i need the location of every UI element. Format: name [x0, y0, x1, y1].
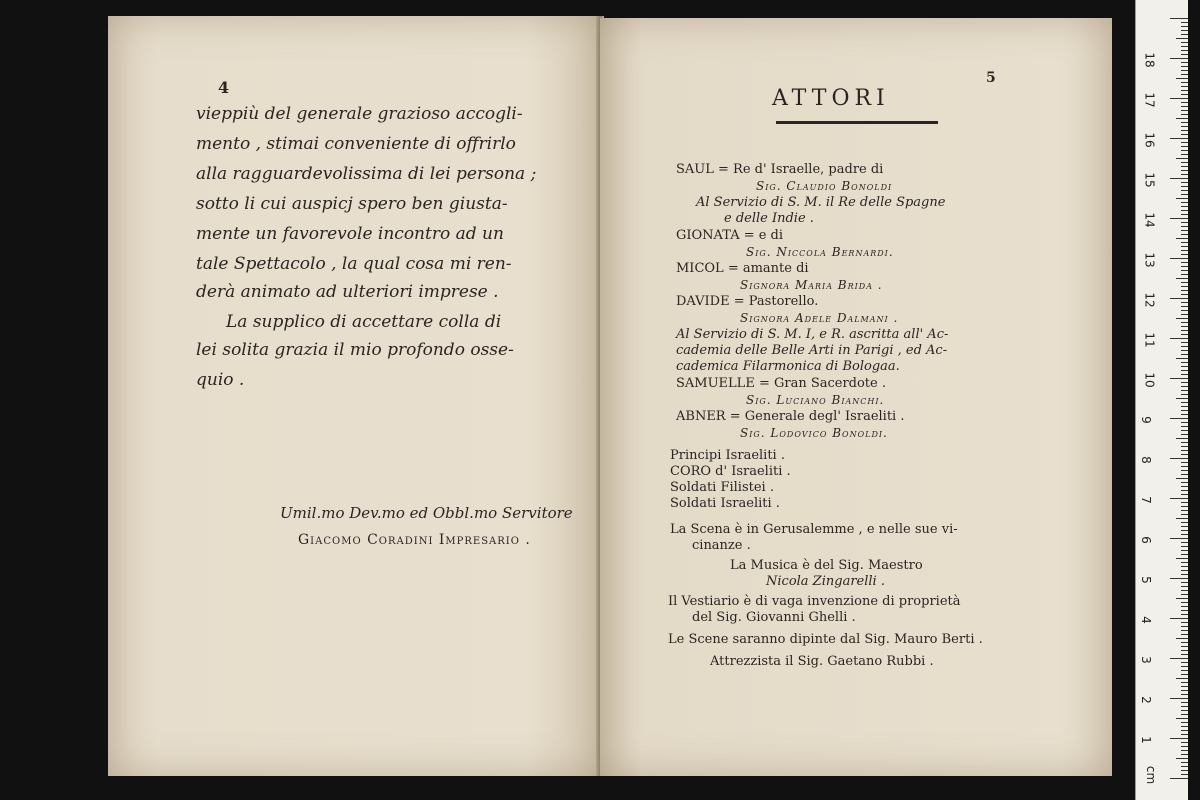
ruler-tick — [1181, 486, 1188, 487]
actor-saul: Sig. Claudio Bonoldi — [756, 179, 893, 193]
ruler-tick — [1181, 210, 1188, 211]
ruler-tick — [1181, 346, 1188, 347]
ruler-tick — [1181, 150, 1188, 151]
ruler-tick — [1176, 758, 1188, 759]
ruler-tick — [1181, 326, 1188, 327]
ruler-tick — [1176, 158, 1188, 159]
ruler-tick — [1170, 218, 1188, 219]
ruler-tick — [1181, 366, 1188, 367]
ruler-tick — [1181, 122, 1188, 123]
ruler-tick — [1181, 226, 1188, 227]
ruler-tick — [1181, 270, 1188, 271]
signer-name: Giacomo Coradini Impresario . — [298, 532, 531, 548]
ruler-tick — [1181, 442, 1188, 443]
ruler-tick — [1176, 38, 1188, 39]
ruler-tick — [1181, 550, 1188, 551]
ruler-tick — [1176, 678, 1188, 679]
ruler-tick — [1181, 34, 1188, 35]
ruler-tick — [1181, 350, 1188, 351]
ruler-tick — [1181, 702, 1188, 703]
ruler-tick — [1181, 766, 1188, 767]
costume-line: Il Vestiario è di vaga invenzione di proprietà — [668, 594, 961, 609]
ruler-tick — [1181, 42, 1188, 43]
ruler-tick — [1181, 762, 1188, 763]
ruler-tick — [1181, 126, 1188, 127]
ruler-number: 6 — [1138, 536, 1153, 544]
ruler-tick — [1181, 82, 1188, 83]
ruler-tick — [1170, 618, 1188, 619]
role-samuelle: SAMUELLE = Gran Sacerdote . — [676, 376, 886, 391]
text-line: lei solita grazia il mio profondo osse- — [196, 340, 514, 360]
ruler-tick — [1170, 738, 1188, 739]
ruler-tick — [1181, 634, 1188, 635]
ruler-tick — [1181, 282, 1188, 283]
ruler-tick — [1181, 686, 1188, 687]
ruler-tick — [1181, 450, 1188, 451]
ruler-tick — [1181, 94, 1188, 95]
ruler-tick — [1176, 558, 1188, 559]
list-item: CORO d' Israeliti . — [670, 464, 791, 479]
measuring-ruler — [1135, 0, 1188, 800]
ruler-tick — [1181, 530, 1188, 531]
ruler-number: 8 — [1138, 456, 1153, 464]
ruler-tick — [1181, 30, 1188, 31]
ruler-tick — [1181, 314, 1188, 315]
ruler-tick — [1181, 494, 1188, 495]
ruler-tick — [1181, 534, 1188, 535]
ruler-tick — [1181, 74, 1188, 75]
ruler-tick — [1181, 770, 1188, 771]
ruler-tick — [1181, 246, 1188, 247]
ruler-tick — [1181, 414, 1188, 415]
ruler-tick — [1181, 386, 1188, 387]
ruler-tick — [1181, 130, 1188, 131]
page-number: 4 — [218, 78, 230, 97]
ruler-tick — [1181, 554, 1188, 555]
ruler-tick — [1170, 178, 1188, 179]
ruler-tick — [1181, 46, 1188, 47]
ruler-number: 1 — [1138, 736, 1153, 744]
text-line: tale Spettacolo , la qual cosa mi ren- — [196, 254, 512, 274]
ruler-tick — [1170, 778, 1188, 779]
role-abner: ABNER = Generale degl' Israeliti . — [676, 409, 905, 424]
page-title: ATTORI — [772, 86, 890, 111]
ruler-number: 14 — [1142, 212, 1157, 228]
ruler-tick — [1181, 154, 1188, 155]
ruler-tick — [1176, 438, 1188, 439]
ruler-unit: cm — [1144, 765, 1159, 785]
ruler-tick — [1181, 574, 1188, 575]
ruler-tick — [1181, 646, 1188, 647]
ruler-tick — [1181, 602, 1188, 603]
ruler-tick — [1181, 114, 1188, 115]
ruler-tick — [1181, 614, 1188, 615]
ruler-tick — [1181, 462, 1188, 463]
ruler-tick — [1181, 742, 1188, 743]
ruler-tick — [1181, 370, 1188, 371]
text-line: derà animato ad ulteriori imprese . — [196, 282, 499, 302]
ruler-number: 13 — [1142, 252, 1157, 268]
ruler-number: 3 — [1138, 656, 1153, 664]
ruler-tick — [1181, 454, 1188, 455]
ruler-tick — [1181, 734, 1188, 735]
title-rule — [776, 121, 938, 124]
actor-note: e delle Indie . — [724, 211, 814, 226]
ruler-tick — [1181, 402, 1188, 403]
ruler-tick — [1181, 670, 1188, 671]
ruler-tick — [1181, 754, 1188, 755]
ruler-tick — [1181, 382, 1188, 383]
ruler-tick — [1181, 322, 1188, 323]
ruler-tick — [1181, 446, 1188, 447]
actor-note: cademia delle Belle Arti in Parigi , ed Ac- — [676, 343, 948, 358]
ruler-tick — [1181, 466, 1188, 467]
ruler-tick — [1181, 666, 1188, 667]
ruler-tick — [1181, 430, 1188, 431]
actor-davide: Signora Adele Dalmani . — [740, 311, 899, 325]
ruler-tick — [1181, 722, 1188, 723]
ruler-tick — [1176, 238, 1188, 239]
ruler-tick — [1181, 694, 1188, 695]
ruler-tick — [1181, 774, 1188, 775]
role-gionata: GIONATA = e di — [676, 228, 784, 243]
ruler-number: 9 — [1138, 416, 1153, 424]
ruler-tick — [1170, 58, 1188, 59]
actor-note: Al Servizio di S. M. I, e R. ascritta all' Ac- — [676, 327, 949, 342]
ruler-tick — [1181, 590, 1188, 591]
ruler-tick — [1181, 70, 1188, 71]
ruler-tick — [1181, 182, 1188, 183]
ruler-tick — [1181, 682, 1188, 683]
ruler-tick — [1181, 26, 1188, 27]
ruler-tick — [1181, 290, 1188, 291]
ruler-tick — [1181, 586, 1188, 587]
music-line: La Musica è del Sig. Maestro — [730, 558, 923, 573]
ruler-tick — [1181, 86, 1188, 87]
ruler-tick — [1170, 658, 1188, 659]
ruler-tick — [1181, 90, 1188, 91]
ruler-tick — [1181, 266, 1188, 267]
ruler-number: 4 — [1138, 616, 1153, 624]
ruler-tick — [1181, 294, 1188, 295]
ruler-tick — [1181, 134, 1188, 135]
scene-line: La Scena è in Gerusalemme , e nelle sue vi- — [670, 522, 958, 537]
ruler-tick — [1170, 498, 1188, 499]
actor-note: Al Servizio di S. M. il Re delle Spagne — [696, 195, 946, 210]
ruler-tick — [1181, 362, 1188, 363]
ruler-tick — [1170, 538, 1188, 539]
ruler-tick — [1181, 502, 1188, 503]
ruler-tick — [1181, 342, 1188, 343]
scene-line: cinanze . — [692, 538, 751, 553]
ruler-tick — [1181, 746, 1188, 747]
ruler-tick — [1181, 706, 1188, 707]
ruler-tick — [1181, 570, 1188, 571]
role-micol: MICOL = amante di — [676, 261, 809, 276]
ruler-tick — [1181, 710, 1188, 711]
left-page — [108, 16, 600, 776]
ruler-tick — [1181, 106, 1188, 107]
text-line: La supplico di accettare colla di — [226, 312, 502, 332]
ruler-tick — [1181, 166, 1188, 167]
ruler-tick — [1181, 490, 1188, 491]
ruler-tick — [1170, 98, 1188, 99]
ruler-tick — [1181, 662, 1188, 663]
ruler-tick — [1181, 546, 1188, 547]
ruler-tick — [1170, 258, 1188, 259]
right-page — [600, 18, 1112, 776]
ruler-tick — [1181, 470, 1188, 471]
ruler-tick — [1181, 250, 1188, 251]
ruler-tick — [1181, 622, 1188, 623]
ruler-tick — [1181, 410, 1188, 411]
ruler-tick — [1170, 578, 1188, 579]
ruler-tick — [1181, 514, 1188, 515]
ruler-tick — [1181, 642, 1188, 643]
ruler-tick — [1181, 390, 1188, 391]
ruler-tick — [1181, 310, 1188, 311]
actor-note: cademica Filarmonica di Bologaa. — [676, 359, 900, 374]
ruler-tick — [1181, 730, 1188, 731]
list-item: Soldati Filistei . — [670, 480, 774, 495]
ruler-tick — [1181, 142, 1188, 143]
ruler-tick — [1176, 118, 1188, 119]
text-line: quio . — [196, 370, 245, 390]
ruler-tick — [1181, 582, 1188, 583]
composer-name: Nicola Zingarelli . — [766, 574, 885, 589]
ruler-tick — [1181, 334, 1188, 335]
ruler-tick — [1181, 594, 1188, 595]
ruler-number: 2 — [1138, 696, 1153, 704]
actor-micol: Signora Maria Brida . — [740, 278, 883, 292]
text-line: mento , stimai conveniente di offrirlo — [196, 134, 516, 154]
ruler-number: 7 — [1138, 496, 1153, 504]
ruler-tick — [1181, 422, 1188, 423]
ruler-tick — [1170, 338, 1188, 339]
ruler-tick — [1181, 110, 1188, 111]
ruler-tick — [1181, 174, 1188, 175]
ruler-tick — [1181, 162, 1188, 163]
ruler-tick — [1181, 526, 1188, 527]
ruler-tick — [1181, 506, 1188, 507]
ruler-tick — [1181, 146, 1188, 147]
ruler-tick — [1181, 610, 1188, 611]
ruler-tick — [1181, 630, 1188, 631]
signature-line: Umil.mo Dev.mo ed Obbl.mo Servitore — [280, 504, 573, 522]
ruler-tick — [1181, 262, 1188, 263]
ruler-tick — [1181, 202, 1188, 203]
ruler-tick — [1181, 426, 1188, 427]
ruler-tick — [1170, 418, 1188, 419]
ruler-tick — [1176, 358, 1188, 359]
ruler-tick — [1181, 690, 1188, 691]
ruler-tick — [1181, 50, 1188, 51]
ruler-tick — [1181, 302, 1188, 303]
ruler-tick — [1170, 458, 1188, 459]
scenery-line: Le Scene saranno dipinte dal Sig. Mauro Berti . — [668, 632, 983, 647]
ruler-tick — [1181, 562, 1188, 563]
ruler-number: 10 — [1142, 372, 1157, 388]
ruler-tick — [1181, 190, 1188, 191]
ruler-tick — [1181, 286, 1188, 287]
ruler-tick — [1170, 698, 1188, 699]
ruler-number: 16 — [1142, 132, 1157, 148]
ruler-tick — [1181, 66, 1188, 67]
ruler-tick — [1176, 318, 1188, 319]
ruler-tick — [1181, 330, 1188, 331]
ruler-tick — [1170, 18, 1188, 19]
ruler-tick — [1181, 626, 1188, 627]
ruler-tick — [1181, 482, 1188, 483]
ruler-tick — [1181, 726, 1188, 727]
ruler-tick — [1176, 278, 1188, 279]
props-line: Attrezzista il Sig. Gaetano Rubbi . — [710, 654, 934, 669]
ruler-tick — [1181, 474, 1188, 475]
ruler-number: 5 — [1138, 576, 1153, 584]
costume-line: del Sig. Giovanni Ghelli . — [692, 610, 856, 625]
ruler-tick — [1181, 222, 1188, 223]
ruler-tick — [1181, 434, 1188, 435]
role-davide: DAVIDE = Pastorello. — [676, 294, 819, 309]
role-saul: SAUL = Re d' Israelle, padre di — [676, 162, 884, 177]
ruler-tick — [1181, 650, 1188, 651]
ruler-tick — [1176, 718, 1188, 719]
ruler-tick — [1181, 22, 1188, 23]
ruler-tick — [1170, 378, 1188, 379]
ruler-tick — [1181, 102, 1188, 103]
ruler-number: 15 — [1142, 172, 1157, 188]
ruler-tick — [1181, 234, 1188, 235]
text-line: alla ragguardevolissima di lei persona ; — [196, 164, 537, 184]
ruler-tick — [1181, 354, 1188, 355]
ruler-tick — [1181, 214, 1188, 215]
ruler-tick — [1176, 398, 1188, 399]
ruler-tick — [1181, 654, 1188, 655]
ruler-tick — [1181, 274, 1188, 275]
ruler-number: 11 — [1142, 332, 1157, 348]
ruler-tick — [1181, 306, 1188, 307]
ruler-tick — [1176, 198, 1188, 199]
text-line: sotto li cui auspicj spero ben giusta- — [196, 194, 508, 214]
ruler-tick — [1181, 186, 1188, 187]
actor-abner: Sig. Lodovico Bonoldi. — [740, 426, 888, 440]
ruler-tick — [1181, 206, 1188, 207]
ruler-tick — [1181, 510, 1188, 511]
ruler-tick — [1181, 406, 1188, 407]
text-line: mente un favorevole incontro ad un — [196, 224, 504, 244]
ruler-tick — [1181, 566, 1188, 567]
ruler-tick — [1176, 518, 1188, 519]
list-item: Principi Israeliti . — [670, 448, 785, 463]
ruler-tick — [1181, 374, 1188, 375]
page-number: 5 — [986, 70, 996, 86]
ruler-tick — [1181, 606, 1188, 607]
ruler-tick — [1181, 194, 1188, 195]
ruler-tick — [1181, 62, 1188, 63]
text-line: vieppiù del generale grazioso accogli- — [196, 104, 523, 124]
ruler-tick — [1181, 522, 1188, 523]
actor-gionata: Sig. Niccola Bernardi. — [746, 245, 894, 259]
ruler-tick — [1181, 170, 1188, 171]
actor-samuelle: Sig. Luciano Bianchi. — [746, 393, 885, 407]
ruler-tick — [1176, 478, 1188, 479]
ruler-tick — [1181, 714, 1188, 715]
ruler-tick — [1181, 230, 1188, 231]
ruler-tick — [1181, 54, 1188, 55]
ruler-tick — [1170, 298, 1188, 299]
ruler-tick — [1176, 638, 1188, 639]
ruler-tick — [1181, 750, 1188, 751]
ruler-tick — [1181, 542, 1188, 543]
ruler-tick — [1181, 394, 1188, 395]
ruler-number: 18 — [1142, 52, 1157, 68]
ruler-tick — [1181, 254, 1188, 255]
ruler-number: 17 — [1142, 92, 1157, 108]
ruler-tick — [1181, 242, 1188, 243]
ruler-tick — [1176, 598, 1188, 599]
ruler-tick — [1176, 78, 1188, 79]
ruler-tick — [1181, 674, 1188, 675]
ruler-tick — [1170, 138, 1188, 139]
list-item: Soldati Israeliti . — [670, 496, 780, 511]
ruler-number: 12 — [1142, 292, 1157, 308]
